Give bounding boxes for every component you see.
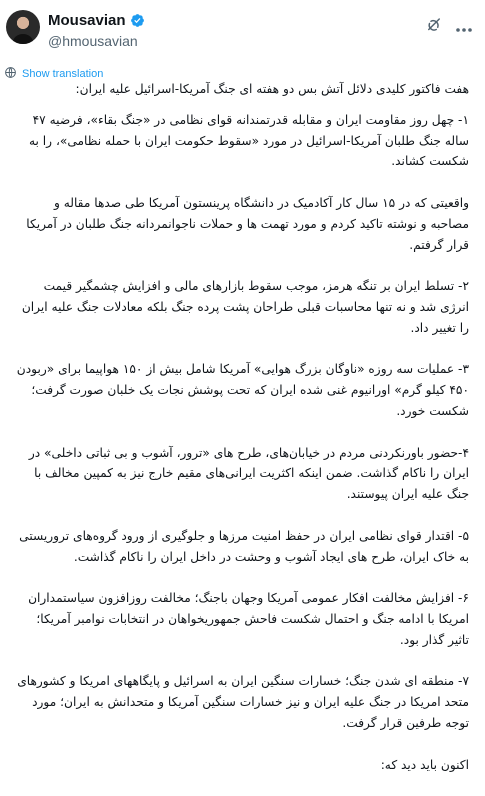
author-display-name[interactable]: Mousavian (48, 12, 126, 29)
show-translation-label[interactable]: Show translation (22, 67, 104, 80)
more-icon (455, 18, 473, 37)
tweet-paragraph-2: ۲- تسلط ایران بر تنگه هرمز، موجب سقوط بازارهای مالی و افزایش چشمگیر قیمت انرژی شد و نه تنها محاسبات قبلی طراحان پشت پرده جنگ بلکه معادلات جنگ علیه ایران را تغییر داد. (21, 279, 469, 335)
tweet-paragraph-5: ۵- اقتدار قوای نظامی ایران در حفظ امنیت مرزها و جلوگیری از ورود گروه‌های تروریستی به خاک ایران، طرح های ایجاد آشوب و وحشت در داخل ایران را ناکام گذاشت. (19, 528, 469, 564)
tweet-header (0, 0, 485, 60)
grok-button[interactable] (423, 16, 445, 38)
tweet-paragraph-closing: اکنون باید دید که: (380, 757, 469, 772)
author-name-row[interactable] (48, 12, 145, 29)
more-options-button[interactable] (452, 16, 476, 38)
tweet-paragraph-3: ۳- عملیات سه روزه «ناوگان بزرگ هوایی» آمریکا شامل بیش از ۱۵۰ هواپیما برای «ربودن ۴۵۰ کیلو گرم» اورانیوم غنی شده ایران که تحت پوشش نجات یک خلبان صورت گرفت؛ شکست خورد. (16, 362, 469, 418)
tweet-paragraph-context: واقعیتی که در ۱۵ سال کار آکادمیک در دانشگاه پرینستون آمریکا طی صدها مقاله و مصاحبه و نوشته تاکید کردم و مورد تهمت ها و حملات ناجوانمردانه جنگ طلبان در آمریکا قرار گرفتم. (26, 195, 469, 252)
avatar[interactable] (6, 10, 40, 44)
tweet-paragraph-7: ۷- منطقه ای شدن جنگ؛ خسارات سنگین ایران به اسرائیل و پایگاههای امریکا و کشورهای متحد امریکا در جنگ علیه ایران و نیز خسارات سنگین آمریکا و متحدانش به ایران؛ مورد توجه طرفین قرار گرفت. (17, 674, 469, 730)
tweet-text (13, 79, 469, 796)
author-handle[interactable]: @hmousavian (48, 33, 138, 49)
tweet-paragraph-6: ۶- افزایش مخالفت افکار عمومی آمریکا وجهان باجنگ؛ مخالفت روزافزون سیاستمداران امریکا با ادامه جنگ و احتمال شکست فاحش جمهوریخواهان در انتخابات نوامبر آمریکا؛ تاثیر گذار بود. (28, 591, 469, 647)
tweet-paragraph-intro: هفت فاکتور کلیدی دلائل آتش بس دو هفته ای جنگ آمریکا-اسرائیل علیه ایران: (75, 82, 469, 96)
tweet-paragraph-4: ۴-حضور باورنکردنی مردم در خیابان‌های، طرح های «ترور، آشوب و بی ثباتی داخلی» در ایران را ناکام گذاشت. ضمن اینکه اکثریت ایرانی‌های مقیم خارج نیز به کمپین مخالف با جنگ علیه ایران پیوستند. (28, 445, 469, 502)
verified-badge-icon (130, 13, 145, 28)
grok-icon (425, 16, 443, 38)
tweet-paragraph-1: ۱- چهل روز مقاومت ایران و مقابله قدرتمندانه قوای نظامی در «جنگ بقاء»، فرضیه ۴۷ ساله جنگ طلبان آمریکا-اسرائیل در مورد «سقوط حکومت ایران با حمله نظامی»، را به شکست کشاند. (29, 112, 469, 169)
